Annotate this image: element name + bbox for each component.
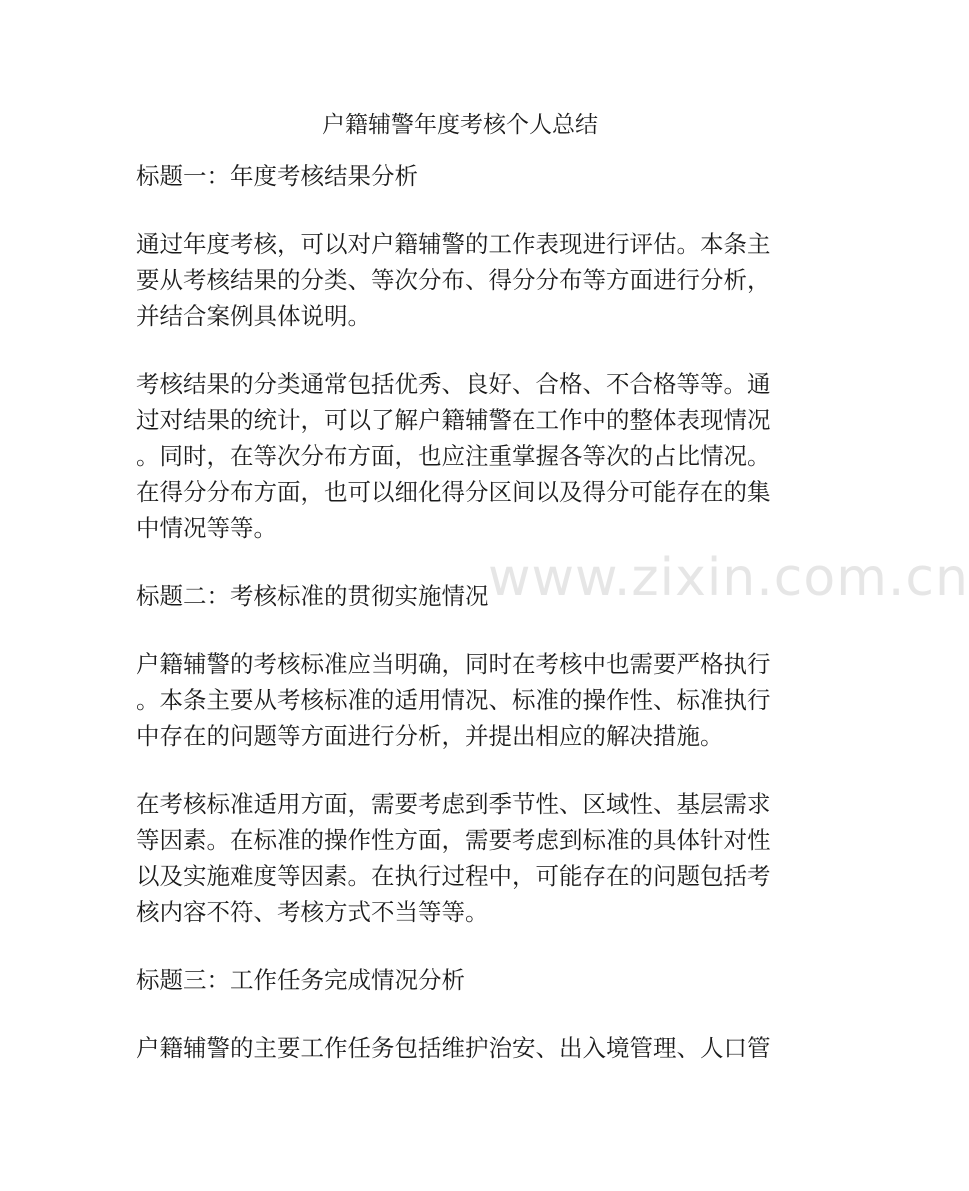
section-heading-2: 标题二：考核标准的贯彻实施情况: [136, 582, 489, 610]
paragraph-line: 通过年度考核，可以对户籍辅警的工作表现进行评估。本条主: [136, 230, 771, 258]
section-heading-1: 标题一：年度考核结果分析: [136, 162, 418, 190]
paragraph-line: 中情况等等。: [136, 514, 277, 542]
paragraph-line: 并结合案例具体说明。: [136, 302, 371, 330]
paragraph-line: 户籍辅警的考核标准应当明确，同时在考核中也需要严格执行: [136, 650, 771, 678]
paragraph-line: 在得分分布方面，也可以细化得分区间以及得分可能存在的集: [136, 478, 771, 506]
paragraph-line: 等因素。在标准的操作性方面，需要考虑到标准的具体针对性: [136, 826, 771, 854]
paragraph-line: 要从考核结果的分类、等次分布、得分分布等方面进行分析，: [136, 266, 771, 294]
paragraph-line: 以及实施难度等因素。在执行过程中，可能存在的问题包括考: [136, 862, 771, 890]
paragraph-line: 在考核标准适用方面，需要考虑到季节性、区域性、基层需求: [136, 790, 771, 818]
paragraph-line: 中存在的问题等方面进行分析，并提出相应的解决措施。: [136, 722, 724, 750]
paragraph-line: 户籍辅警的主要工作任务包括维护治安、出入境管理、人口管: [136, 1034, 771, 1062]
paragraph-line: 核内容不符、考核方式不当等等。: [136, 898, 489, 926]
paragraph-line: 过对结果的统计，可以了解户籍辅警在工作中的整体表现情况: [136, 406, 771, 434]
paragraph-line: 。本条主要从考核标准的适用情况、标准的操作性、标准执行: [136, 686, 771, 714]
paragraph-line: 考核结果的分类通常包括优秀、良好、合格、不合格等等。通: [136, 370, 771, 398]
section-heading-3: 标题三：工作任务完成情况分析: [136, 966, 465, 994]
document-title: 户籍辅警年度考核个人总结: [322, 112, 598, 138]
paragraph-line: 。同时，在等次分布方面，也应注重掌握各等次的占比情况。: [136, 442, 771, 470]
watermark: www.zixin.com.cn: [488, 548, 969, 608]
